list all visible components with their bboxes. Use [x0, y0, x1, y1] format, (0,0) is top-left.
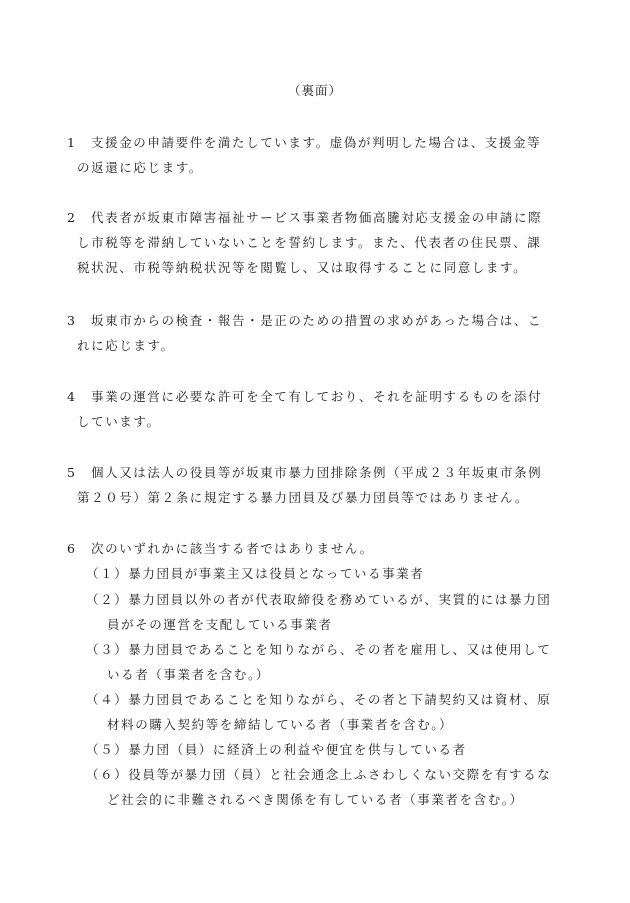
- item-continuation: の返還に応じます。: [77, 160, 203, 175]
- item-continuation: し市税等を滞納していないことを誓約します。また、代表者の住民票、課: [77, 235, 542, 250]
- item-text: 次のいずれかに該当する者ではありません。: [91, 541, 374, 556]
- item-number: 4: [67, 389, 77, 404]
- sub-item-continuation: ど社会的に非難されるべき関係を有している者（事業者を含む。）: [107, 792, 524, 807]
- pledge-item-first-line: [67, 460, 577, 485]
- item-number: 5: [67, 465, 77, 480]
- sub-item-3: [86, 637, 576, 687]
- item-number: 6: [67, 541, 77, 556]
- item-number: 1: [67, 135, 77, 150]
- sub-item-continuation: 員がその運営を支配している事業者: [107, 617, 333, 632]
- pledge-item-2: [67, 205, 577, 280]
- sub-item-text: （２）暴力団員以外の者が代表取締役を務めているが、実質的には暴力団: [86, 592, 552, 607]
- item-number: 3: [67, 313, 77, 328]
- sub-item-continuation: いる者（事業者を含む。）: [107, 667, 270, 682]
- pledge-item-5: [67, 460, 577, 510]
- sub-item-text: （１）暴力団員が事業主又は役員となっている事業者: [86, 566, 425, 581]
- sub-item-text: （３）暴力団員であることを知りながら、その者を雇用し、又は使用して: [86, 642, 552, 657]
- item-text: 支援金の申請要件を満たしています。虚偽が判明した場合は、支援金等: [91, 135, 542, 150]
- item-continuation: しています。: [77, 414, 161, 429]
- pledge-item-4: [67, 384, 577, 434]
- item-continuation: 第２０号）第２条に規定する暴力団員及び暴力団員等ではありません。: [77, 490, 529, 505]
- pledge-item-6: [67, 536, 577, 561]
- sub-item-6: [86, 762, 576, 812]
- item-text: 事業の運営に必要な許可を全て有しており、それを証明するものを添付: [91, 389, 543, 404]
- item-number: 2: [67, 210, 77, 225]
- sub-item-4: [86, 687, 576, 737]
- sub-item-2: [86, 587, 576, 637]
- item-text: 坂東市からの検査・報告・是正のための措置の求めがあった場合は、こ: [91, 313, 543, 328]
- pledge-item-first-line: [67, 130, 577, 155]
- item-text: 個人又は法人の役員等が坂東市暴力団排除条例（平成２３年坂東市条例: [91, 465, 543, 480]
- pledge-item-first-line: [67, 384, 577, 409]
- sub-item-text: （４）暴力団員であることを知りながら、その者と下請契約又は資材、原: [86, 692, 552, 707]
- sub-item-5: [86, 737, 576, 762]
- item-text: 代表者が坂東市障害福祉サービス事業者物価高騰対応支援金の申請に際: [91, 210, 543, 225]
- pledge-item-first-line: [67, 308, 577, 333]
- pledge-item-first-line: [67, 205, 577, 230]
- pledge-item-1: [67, 130, 577, 180]
- item-continuation: れに応じます。: [77, 338, 175, 353]
- sub-item-1: [86, 561, 576, 586]
- sub-item-continuation: 材料の購入契約等を締結している者（事業者を含む。）: [107, 717, 454, 732]
- pledge-item-first-line: [67, 536, 577, 561]
- sub-item-text: （５）暴力団（員）に経済上の利益や便宜を供与している者: [86, 742, 467, 757]
- sub-item-text: （６）役員等が暴力団（員）と社会通念上ふさわしくない交際を有するな: [86, 767, 552, 782]
- pledge-item-3: [67, 308, 577, 358]
- item-continuation: 税状況、市税等納税状況等を閲覧し、又は取得することに同意します。: [77, 260, 528, 275]
- page-header: （裏面）: [287, 83, 342, 98]
